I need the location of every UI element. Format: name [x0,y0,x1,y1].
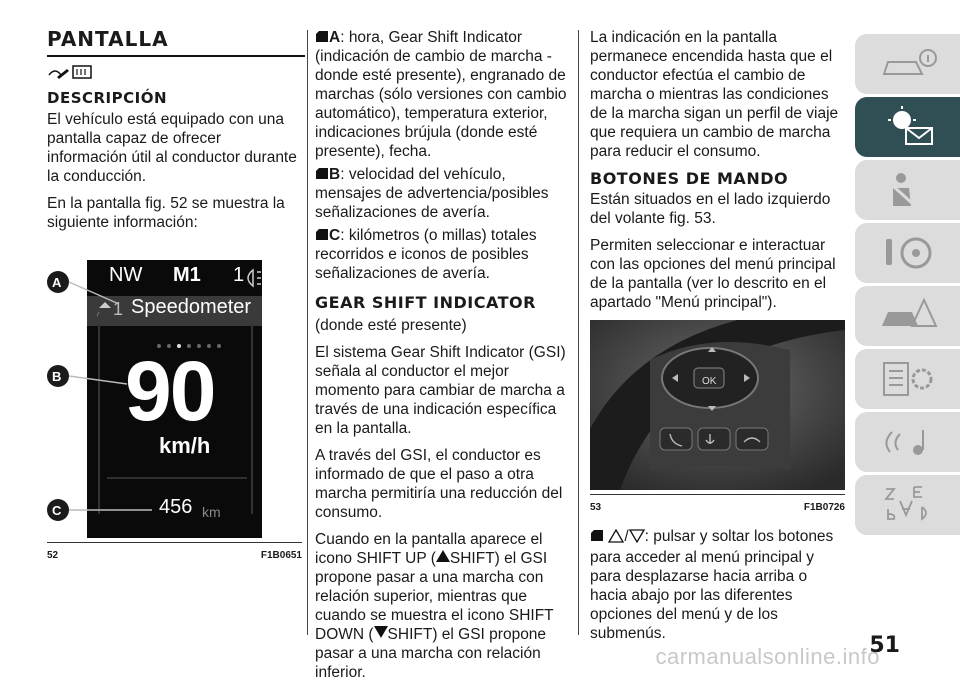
figure-53 [590,320,845,517]
section-title: PANTALLA [47,27,169,51]
paragraph: Permiten seleccionar e interactuar con las opciones del menú principal de la pantalla (ver lo descrito en el apartado "Menú principal"). [590,237,836,311]
tab-car-info[interactable] [855,34,960,94]
figure-caption [47,542,302,565]
paragraph: A través del GSI, el conductor es informado de que el paso a otra marcha permitiría una reducción del consumo. [315,447,563,521]
column-divider [578,30,579,635]
heading-descripcion: DESCRIPCIÓN [47,89,168,107]
callout-b: B [52,369,62,384]
shift-down-icon [374,626,388,638]
paragraph: El sistema Gear Shift Indicator (GSI) señala al conductor el mejor momento para cambiar de marcha a través de una indicación específica en la pantalla. [315,344,566,437]
bullet-icon [315,29,329,41]
title-rule [47,55,305,57]
maintenance-checklist-icon [878,359,938,399]
car-breakdown-icon [878,296,938,336]
steering-wheel-illustration [590,320,845,490]
figure-52 [47,260,302,565]
gear-indicator: 1 [233,264,245,286]
tab-multimedia[interactable] [855,412,960,472]
paragraph: La indicación en la pantalla permanece encendida hasta que el conductor efectúa el cambio de marcha o mientras las condiciones de la marcha sigan un perfil de viaje que requiera un cambio de marcha para reducir el consumo. [590,29,839,160]
paragraph: / : pulsar y soltar los botones para acceder al menú principal y para desplazarse hacia arriba o hacia abajo por las diferentes opciones del menú y de los submenús. [590,528,834,642]
car-info-icon [878,44,938,84]
tab-index[interactable] [855,475,960,535]
multimedia-icon [878,422,938,462]
odometer-unit: km [202,504,221,520]
figure-caption [590,494,845,517]
odometer-value: 456 [159,496,193,518]
figure-number: 53 [590,502,602,513]
tab-warning-lamps[interactable] [855,97,960,157]
seatbelt-airbag-icon [883,170,933,210]
list-item: C: kilómetros (o millas) totales recorridos e iconos de posibles señalizaciones de avería. [315,227,537,282]
arrow-up-outline-icon [608,529,624,548]
chapter-tabs [855,34,960,538]
shift-up-icon [436,550,450,562]
gsi-gear: 1 [113,299,124,319]
column-3 [590,28,845,651]
column-2 [315,28,570,690]
bullet-icon [590,528,604,540]
alphabetical-index-icon [878,483,938,527]
paragraph: Están situados en el lado izquierdo del volante fig. 53. [590,191,831,227]
heading-gsi: GEAR SHIFT INDICATOR [315,293,536,312]
tab-safety[interactable] [855,160,960,220]
callout-a: A [52,275,62,290]
paragraph: Cuando en la pantalla aparece el icono SHIFT UP ( SHIFT) el GSI propone pasar a una marcha con relación superior, mientras que cuando se muestra el icono SHIFT DOWN ( SHIFT) el GSI propone pasar a una marcha con relación inferior. [315,531,554,681]
compass-heading: NW [109,264,143,286]
column-divider [307,30,308,635]
heading-botones: BOTONES DE MANDO [590,169,789,188]
list-item: A: hora, Gear Shift Indicator (indicación de cambio de marcha - donde esté presente), engranado de marchas (sólo versiones con cambio automático), temperatura exterior, indicaciones brújula (donde esté presente), fecha. [315,29,567,160]
column-1 [47,28,302,565]
figure-code: F1B0651 [260,550,302,561]
figure-number: 52 [47,550,59,561]
page-number: 51 [869,633,900,658]
menu-title: Speedometer [131,296,252,318]
speed-unit: km/h [159,433,211,458]
bullet-icon [315,166,329,178]
speed-value: 90 [125,344,215,438]
bullet-icon [315,227,329,239]
paragraph: El vehículo está equipado con una pantalla capaz de ofrecer información útil al conductor durante la conducción. [47,111,297,185]
memory-indicator: M1 [173,264,201,286]
display-book-icon [47,63,302,83]
callout-c: C [52,503,62,518]
list-item: B: velocidad del vehículo, mensajes de advertencia/posibles señalizaciones de avería. [315,166,549,221]
key-steering-wheel-icon [878,233,938,273]
tab-starting-driving[interactable] [855,223,960,283]
warning-lamp-message-icon [878,106,938,148]
tab-emergency[interactable] [855,286,960,346]
arrow-down-outline-icon [629,529,645,548]
paragraph: (donde esté presente) [315,317,467,334]
figure-code: F1B0726 [803,502,845,513]
ok-button: OK [702,376,717,387]
paragraph: En la pantalla fig. 52 se muestra la siguiente información: [47,195,285,231]
watermark: carmanualsonline.info [655,644,880,669]
tab-maintenance[interactable] [855,349,960,409]
